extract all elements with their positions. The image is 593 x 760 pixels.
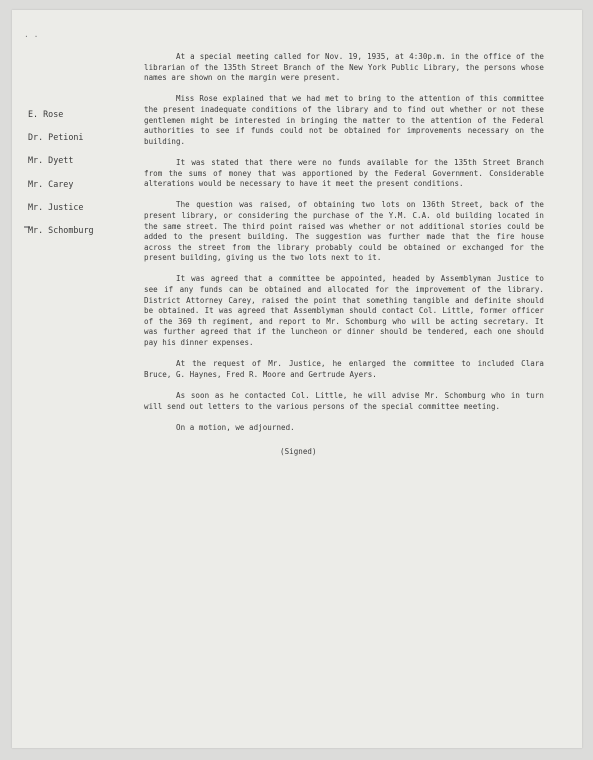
attendee-name: E. Rose <box>28 109 64 119</box>
paragraph-options: The question was raised, of obtaining two lots on 136th Street, back of the present library, or considering the purchase of the Y.M. C.A. old building located in the same street. The third point raised was whether or not additional stories could be added to the present building. The suggestion was further made that the fire house across the street from the library probably could be obtained or exchanged for the present building, giving us the two lots next to it. <box>144 200 544 263</box>
margin-speck-marks: · · <box>24 32 39 41</box>
paragraph-funds: It was stated that there were no funds available for the 135th Street Branch from the sums of money that was apportioned by the Federal Government. Considerable alterations would be necessary to have it meet the present conditions. <box>144 157 544 189</box>
attendee-name: Mr. Dyett <box>28 155 74 166</box>
attendee-name: Mr. Carey <box>28 178 74 189</box>
minutes-body <box>144 52 544 458</box>
attendee-name: Dr. Petioni <box>28 132 84 143</box>
paragraph-meeting-intro: At a special meeting called for Nov. 19, 1935, at 4:30p.m. in the office of the librarian of the 135th Street Branch of the New York Public Library, the persons whose names are shown on the margin were present. <box>144 52 544 83</box>
signature-line: (Signed) <box>280 447 317 457</box>
paragraph-next-steps: As soon as he contacted Col. Little, he will advise Mr. Schomburg who in turn will send out letters to the various persons of the special committee meeting. <box>144 391 544 411</box>
paragraph-adjourned: On a motion, we adjourned. <box>176 422 295 432</box>
attendee-name: Mr. Justice <box>28 201 84 212</box>
paragraph-purpose: Miss Rose explained that we had met to bring to the attention of this committee the present inadequate conditions of the library and to find out whether or not these gentlemen might be interested in bringing the matter to the attention of the Federal authorities to see if funds could not be obtained for improvements necessary on the building. <box>144 94 544 146</box>
attendee-name: Mr. Schomburg <box>28 225 94 236</box>
attendee-list <box>28 103 138 242</box>
paragraph-enlarged-committee: At the request of Mr. Justice, he enlarged the committee to included Clara Bruce, G. Haynes, Fred R. Moore and Gertrude Ayers. <box>144 359 544 379</box>
paragraph-committee: It was agreed that a committee be appointed, headed by Assemblyman Justice to see if any funds can be obtained and allocated for the improvement of the library. District Attorney Carey, raised the point that something tangible and definite should be obtained. It was agreed that Assemblyman should contact Col. Little, former officer of the 369 th regiment, and report to Mr. Schomburg who will be acting secretary. It was further agreed that if the luncheon or dinner should be tendered, each one should pay his dinner expenses. <box>144 274 544 348</box>
